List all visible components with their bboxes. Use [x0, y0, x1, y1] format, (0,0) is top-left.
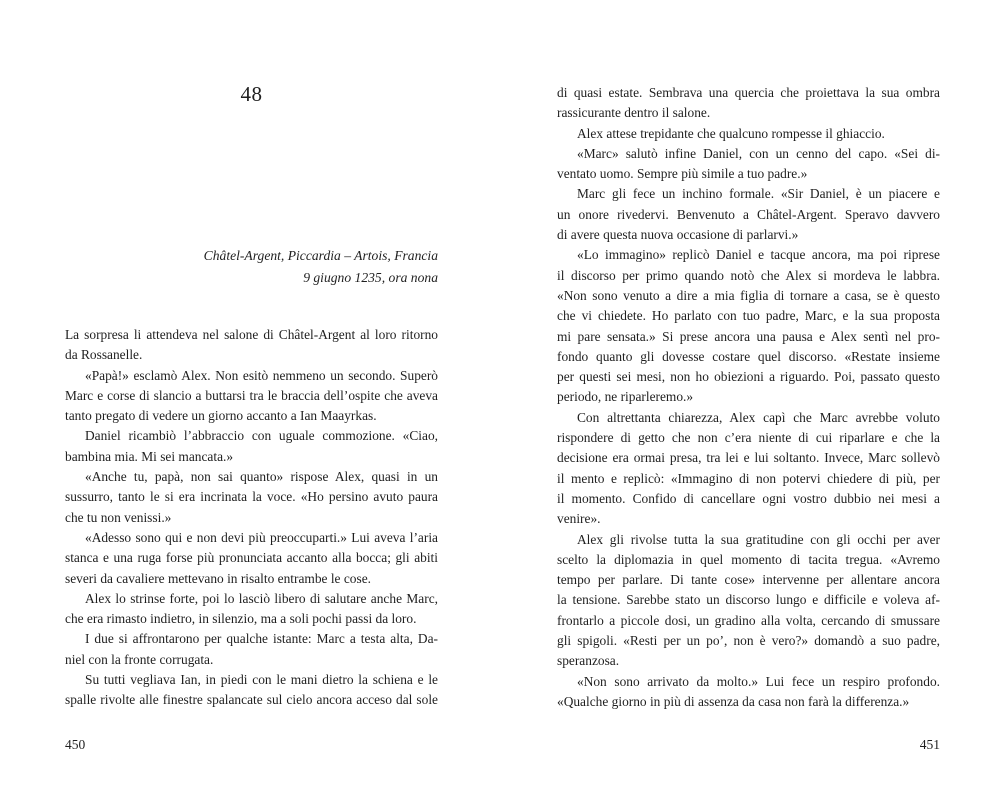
- text-line: «Non sono arrivato da molto.» Lui fece un respiro profondo.: [577, 673, 940, 689]
- chapter-dateline: [65, 245, 438, 288]
- text-line: Marc e corse di slancio a buttarsi tra le braccia dell’ospite che aveva: [65, 387, 438, 403]
- text-line: severi da cavaliere mettevano in risalto entrambe le cose.: [65, 570, 371, 586]
- text-line: rassicurante dentro il salone.: [557, 105, 711, 121]
- text-line: rispondere di getto che non c’era niente di cui riparlare e che la: [557, 430, 940, 446]
- text-line: sussurro, tanto le si era incrinata la voce. «Ho persino avuto paura: [65, 489, 438, 505]
- left-page-body-text: [65, 325, 438, 711]
- text-line: tempo per parlare. Di tante cose» intervenne per allentare ancora: [557, 572, 940, 588]
- text-line: bambina mia. Mi sei mancata.»: [65, 448, 234, 464]
- paragraph: [557, 245, 940, 407]
- text-line: il mento e replicò: «Immagino di non potervi chiedere di più, per: [557, 470, 940, 486]
- text-line: La sorpresa li attendeva nel salone di Châtel-Argent al loro ritorno: [65, 327, 438, 342]
- text-line: niel con la fronte corrugata.: [65, 651, 214, 667]
- text-line: decisione era ormai presa, tra lei e lui soltanto. Invece, Marc sollevò: [557, 450, 940, 466]
- text-line: Alex attese trepidante che qualcuno rompesse il ghiaccio.: [577, 125, 885, 141]
- text-line: per questi sei mesi, non ho obiezioni a riguardo. Poi, passato questo: [557, 369, 940, 385]
- paragraph: [65, 670, 438, 711]
- dateline-line: 9 giugno 1235, ora nona: [303, 269, 438, 285]
- left-page: [65, 0, 438, 808]
- text-line: mi pare sensata.» Si prese ancora una pausa e Alex sentì nel pro-: [557, 328, 940, 344]
- paragraph: [65, 325, 438, 366]
- right-page-body-text: [557, 83, 940, 712]
- text-line: venire».: [557, 511, 601, 527]
- text-line: «Lo immagino» replicò Daniel e tacque ancora, ma poi riprese: [577, 247, 940, 263]
- text-line: «Adesso sono qui e non devi più preoccuparti.» Lui aveva l’aria: [85, 529, 438, 545]
- right-page: [557, 0, 940, 808]
- text-line: «Anche tu, papà, non sai quanto» rispose Alex, quasi in un: [85, 469, 438, 485]
- text-line: periodo, ne riparleremo.»: [557, 389, 694, 405]
- chapter-number: 48: [240, 82, 263, 106]
- text-line: «Papà!» esclamò Alex. Non esitò nemmeno un secondo. Superò: [85, 367, 438, 383]
- paragraph: [65, 426, 438, 467]
- paragraph: [557, 672, 940, 713]
- text-line: stanca e una ruga forse più pronunciata accanto alla bocca; gli abiti: [65, 550, 438, 566]
- text-line: Su tutti vegliava Ian, in piedi con le mani dietro la schiena e le: [85, 672, 438, 688]
- paragraph: [557, 83, 940, 124]
- text-line: Alex lo strinse forte, poi lo lasciò libero di salutare anche Marc,: [85, 590, 438, 606]
- paragraph: [65, 366, 438, 427]
- paragraph: [557, 184, 940, 245]
- text-line: il momento. Confido di cancellare ogni vostro dubbio nei mesi a: [557, 490, 940, 506]
- text-line: di avere questa nuova occasione di parlarvi.»: [557, 227, 799, 243]
- paragraph: [65, 589, 438, 630]
- text-line: Daniel ricambiò l’abbraccio con uguale commozione. «Ciao,: [85, 428, 438, 444]
- text-line: I due si affrontarono per qualche istante: Marc a testa alta, Da-: [85, 631, 438, 647]
- text-line: Alex gli rivolse tutta la sua gratitudine con gli occhi per aver: [577, 531, 940, 547]
- text-line: che vi chiedete. Ho parlato con tuo padre, Marc, e la sua proposta: [557, 308, 940, 324]
- text-line: ventato uomo. Sempre più simile a tuo padre.»: [557, 166, 808, 182]
- text-line: Marc gli fece un inchino formale. «Sir Daniel, è un piacere e: [577, 186, 940, 202]
- text-line: «Non sono venuto a dire a mia figlia di tornare a casa, se è questo: [557, 287, 940, 303]
- paragraph: [557, 144, 940, 185]
- paragraph: [65, 528, 438, 589]
- text-line: che era rimasto indietro, in silenzio, ma a soli pochi passi da loro.: [65, 611, 417, 627]
- text-line: Con altrettanta chiarezza, Alex capì che Marc avrebbe voluto: [577, 409, 940, 425]
- text-line: da Rossanelle.: [65, 347, 143, 363]
- paragraph: [557, 530, 940, 672]
- page-number-left: 450: [65, 737, 86, 752]
- text-line: la tensione. Sarebbe stato un discorso lungo e difficile e voleva af-: [557, 592, 940, 608]
- text-line: speranzosa.: [557, 653, 620, 669]
- text-line: spalle rivolte alle finestre spalancate sul cielo ancora acceso dal sole: [65, 692, 438, 708]
- text-line: un onore rivedervi. Benvenuto a Châtel-Argent. Speravo davvero: [557, 206, 940, 222]
- text-line: fondo quanto gli dovesse costare quel discorso. «Restate insieme: [557, 348, 940, 364]
- paragraph: [557, 124, 940, 144]
- text-line: «Marc» salutò infine Daniel, con un cenno del capo. «Sei di-: [577, 145, 940, 161]
- page-number-right: 451: [919, 737, 940, 752]
- text-line: «Qualche giorno in più di assenza da casa non farà la differenza.»: [557, 693, 910, 709]
- text-line: che tu non venissi.»: [65, 509, 172, 525]
- paragraph: [557, 408, 940, 530]
- text-line: scelto la diplomazia in quel momento di tacita tregua. «Avremo: [557, 551, 940, 567]
- text-line: tanto pregato di vedere un giorno accanto a Ian Maayrkas.: [65, 408, 377, 424]
- text-line: frontarlo a piccole dosi, un gradino alla volta, cercando di smussare: [557, 612, 940, 628]
- paragraph: [65, 629, 438, 670]
- text-line: gli spigoli. «Resti per un po’, non è vero?» domandò a suo padre,: [557, 633, 940, 649]
- text-line: il discorso per primo quando notò che Alex si mordeva le labbra.: [557, 267, 940, 283]
- dateline-line: Châtel-Argent, Piccardia – Artois, Francia: [203, 248, 438, 263]
- text-line: di quasi estate. Sembrava una quercia che proiettava la sua ombra: [557, 85, 940, 100]
- paragraph: [65, 467, 438, 528]
